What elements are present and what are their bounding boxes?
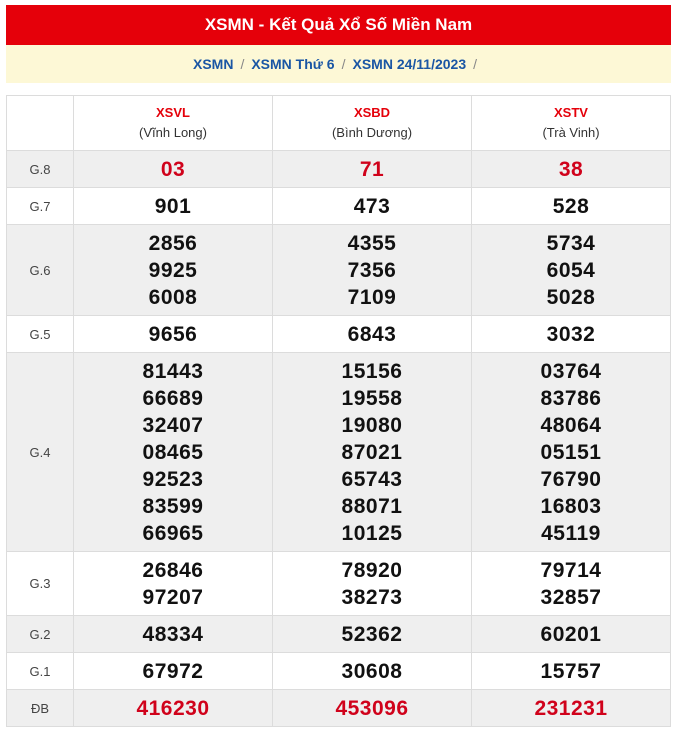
prize-cell — [472, 552, 671, 616]
prize-number: 92523 — [142, 467, 204, 491]
prize-cell — [74, 552, 273, 616]
prize-cell — [74, 690, 273, 727]
prize-number: 3032 — [546, 322, 596, 346]
prize-label: G.8 — [7, 151, 74, 188]
prize-number: 6054 — [546, 258, 596, 282]
prize-cell — [273, 151, 472, 188]
prize-number: 38 — [558, 157, 584, 181]
prize-cell — [74, 151, 273, 188]
prize-number: 5734 — [546, 231, 596, 255]
prize-label: G.2 — [7, 616, 74, 653]
prize-cell — [74, 616, 273, 653]
prize-number: 05151 — [540, 440, 602, 464]
prize-row — [7, 188, 671, 225]
prize-number: 19558 — [341, 386, 403, 410]
prize-number: 901 — [154, 194, 192, 218]
breadcrumb-separator: / — [240, 56, 245, 72]
prize-number: 48334 — [142, 622, 204, 646]
prize-number: 30608 — [341, 659, 403, 683]
prize-row — [7, 690, 671, 727]
prize-number: 9656 — [148, 322, 198, 346]
prize-number: 79714 — [540, 558, 602, 582]
prize-number: 38273 — [341, 585, 403, 609]
prize-number: 6843 — [347, 322, 397, 346]
province-code-link[interactable]: XSBD — [353, 105, 391, 120]
prize-number: 78920 — [341, 558, 403, 582]
prize-cell — [273, 653, 472, 690]
prize-number: 231231 — [534, 696, 608, 720]
prize-cell — [472, 225, 671, 316]
prize-cell — [273, 690, 472, 727]
prize-row — [7, 225, 671, 316]
prize-cell — [472, 353, 671, 552]
prize-number: 473 — [353, 194, 391, 218]
corner-cell — [7, 96, 74, 151]
prize-number: 5028 — [546, 285, 596, 309]
prize-number: 88071 — [341, 494, 403, 518]
prize-number: 66965 — [142, 521, 204, 545]
province-name: (Trà Vinh) — [542, 125, 600, 140]
prize-number: 97207 — [142, 585, 204, 609]
prize-number: 6008 — [148, 285, 198, 309]
prize-number: 9925 — [148, 258, 198, 282]
prize-number: 416230 — [136, 696, 210, 720]
prize-cell — [74, 653, 273, 690]
page-header — [6, 5, 671, 45]
prize-number: 83786 — [540, 386, 602, 410]
prize-label: G.6 — [7, 225, 74, 316]
prize-cell — [273, 188, 472, 225]
province-code-link[interactable]: XSTV — [554, 105, 588, 120]
prize-row — [7, 151, 671, 188]
province-code-link[interactable]: XSVL — [156, 105, 190, 120]
breadcrumb-link-xsmn[interactable]: XSMN — [192, 56, 234, 72]
prize-number: 2856 — [148, 231, 198, 255]
province-name: (Vĩnh Long) — [139, 125, 207, 140]
prize-number: 48064 — [540, 413, 602, 437]
prize-number: 65743 — [341, 467, 403, 491]
prize-number: 66689 — [142, 386, 204, 410]
prize-row — [7, 316, 671, 353]
prize-cell — [273, 353, 472, 552]
breadcrumb — [6, 45, 671, 83]
prize-number: 03 — [160, 157, 186, 181]
prize-number: 52362 — [341, 622, 403, 646]
prize-number: 528 — [552, 194, 590, 218]
prize-cell — [273, 225, 472, 316]
prize-number: 7356 — [347, 258, 397, 282]
prize-cell — [472, 653, 671, 690]
prize-cell — [74, 316, 273, 353]
page-title: XSMN - Kết Quả Xổ Số Miền Nam — [204, 15, 473, 34]
prize-table-body — [7, 151, 671, 727]
province-header-binh-duong — [273, 96, 472, 151]
prize-row — [7, 552, 671, 616]
prize-number: 19080 — [341, 413, 403, 437]
prize-number: 7109 — [347, 285, 397, 309]
prize-number: 15156 — [341, 359, 403, 383]
prize-cell — [74, 353, 273, 552]
prize-cell — [273, 316, 472, 353]
prize-number: 76790 — [540, 467, 602, 491]
province-header-row — [7, 96, 671, 151]
prize-number: 60201 — [540, 622, 602, 646]
prize-label: G.4 — [7, 353, 74, 552]
prize-label: G.7 — [7, 188, 74, 225]
prize-number: 32407 — [142, 413, 204, 437]
prize-cell — [472, 690, 671, 727]
prize-number: 83599 — [142, 494, 204, 518]
prize-number: 15757 — [540, 659, 602, 683]
prize-label: G.5 — [7, 316, 74, 353]
prize-label: ĐB — [7, 690, 74, 727]
prize-number: 03764 — [540, 359, 602, 383]
prize-row — [7, 616, 671, 653]
prize-cell — [472, 616, 671, 653]
prize-number: 16803 — [540, 494, 602, 518]
prize-cell — [74, 225, 273, 316]
prize-number: 45119 — [541, 521, 601, 545]
prize-cell — [472, 316, 671, 353]
prize-number: 453096 — [335, 696, 409, 720]
results-table — [6, 95, 671, 727]
prize-number: 81443 — [142, 359, 204, 383]
prize-number: 08465 — [142, 440, 204, 464]
prize-cell — [273, 552, 472, 616]
prize-cell — [74, 188, 273, 225]
prize-row — [7, 353, 671, 552]
province-header-vinh-long — [74, 96, 273, 151]
prize-number: 26846 — [142, 558, 204, 582]
prize-number: 67972 — [142, 659, 204, 683]
prize-row — [7, 653, 671, 690]
prize-number: 10125 — [341, 521, 403, 545]
prize-number: 87021 — [341, 440, 403, 464]
province-header-tra-vinh — [472, 96, 671, 151]
prize-cell — [472, 151, 671, 188]
prize-label: G.1 — [7, 653, 74, 690]
province-name: (Bình Dương) — [331, 125, 413, 140]
breadcrumb-link-xsmn-date[interactable]: XSMN 24/11/2023 — [352, 56, 467, 72]
prize-number: 71 — [359, 157, 385, 181]
prize-number: 4355 — [347, 231, 397, 255]
prize-label: G.3 — [7, 552, 74, 616]
prize-cell — [273, 616, 472, 653]
breadcrumb-separator: / — [341, 56, 346, 72]
prize-cell — [472, 188, 671, 225]
prize-number: 32857 — [540, 585, 602, 609]
breadcrumb-separator: / — [473, 56, 478, 72]
breadcrumb-link-xsmn-thu-6[interactable]: XSMN Thứ 6 — [251, 56, 335, 72]
